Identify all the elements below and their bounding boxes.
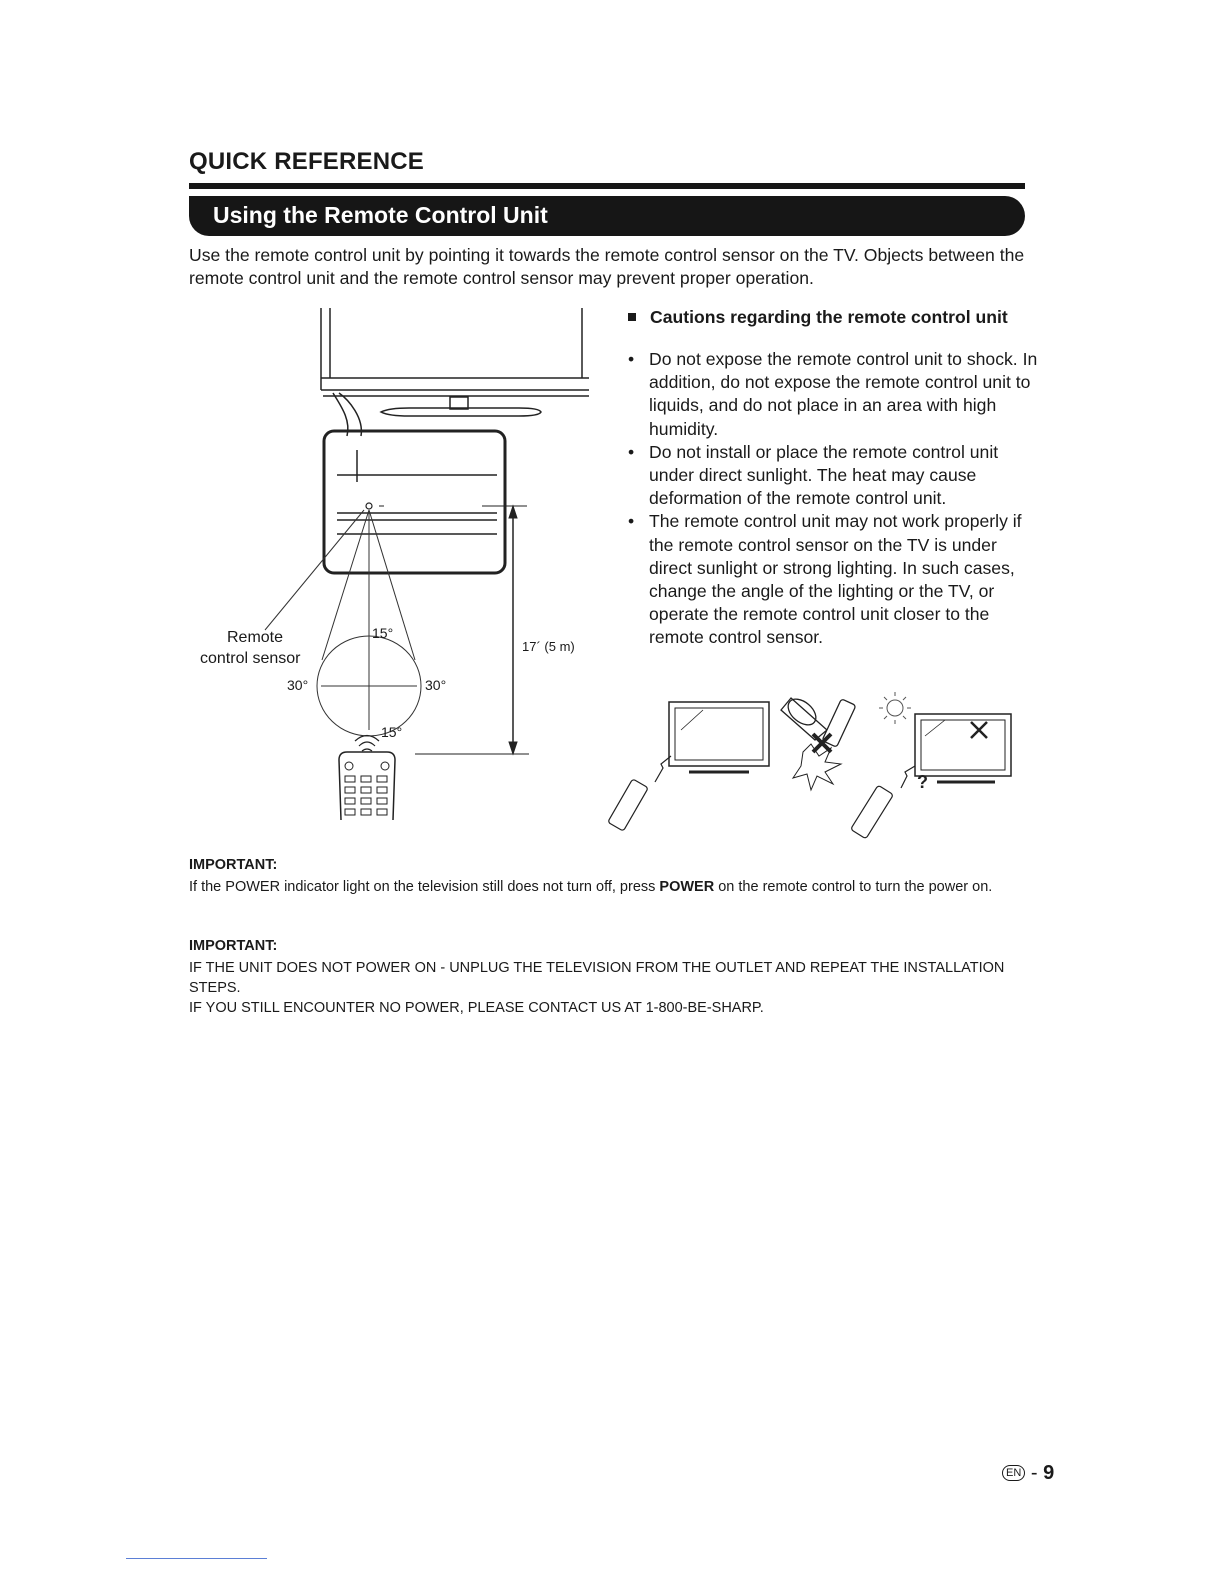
sun-icon <box>879 692 911 724</box>
liquid-icon <box>781 694 856 790</box>
tv-icon <box>915 714 1011 782</box>
important-note-power <box>189 877 1029 897</box>
note-text: on the remote control to turn the power on. <box>714 879 993 895</box>
square-bullet-icon <box>628 313 636 321</box>
sensor-label-line2: control sensor <box>200 650 301 667</box>
note-line: IF YOU STILL ENCOUNTER NO POWER, PLEASE CONTACT US AT 1-800-BE-SHARP. <box>189 1000 764 1016</box>
list-item: • The remote control unit may not work properly if the remote control sensor on the TV is under direct sunlight or strong lighting. In such cases, change the angle of the lighting or the TV, or operate the remote control unit closer to the remote control sensor. <box>628 510 1038 649</box>
range-arrow <box>415 506 529 754</box>
tv-outline <box>321 308 589 436</box>
remote-icon <box>608 756 671 831</box>
sensor-cone <box>265 510 421 736</box>
important-note-unplug <box>189 958 1029 1018</box>
caution-list <box>628 348 1038 650</box>
caution-heading <box>628 307 1028 327</box>
caution-illustrations <box>605 690 1025 850</box>
page-number-value: 9 <box>1043 1462 1055 1484</box>
section-title: QUICK REFERENCE <box>189 148 425 175</box>
important-label: IMPORTANT: <box>189 857 278 873</box>
zoom-box <box>324 431 505 573</box>
remote-range-diagram <box>189 300 589 830</box>
list-item: • Do not install or place the remote control unit under direct sunlight. The heat may cause deformation of the remote control unit. <box>628 441 1038 511</box>
language-badge: EN <box>1002 1465 1025 1481</box>
intro-paragraph: Use the remote control unit by pointing it towards the remote control sensor on the TV. Objects between the remote control unit and the remote control sensor may prevent proper operation. <box>189 245 1025 288</box>
page-separator: - <box>1025 1462 1044 1484</box>
note-line: IF THE UNIT DOES NOT POWER ON - UNPLUG THE TELEVISION FROM THE OUTLET AND REPEAT THE INSTALLATION STEPS. <box>189 960 1005 996</box>
remote-control <box>339 736 395 821</box>
remote-icon <box>851 766 928 839</box>
power-keyword: POWER <box>659 879 715 895</box>
note-text: If the POWER indicator light on the television still does not turn off, press <box>189 879 660 895</box>
angle-left-label: 30° <box>287 677 309 693</box>
angle-bottom-label: 15° <box>381 724 403 740</box>
caution-heading-text: Cautions regarding the remote control unit <box>650 307 1008 327</box>
important-label: IMPORTANT: <box>189 938 278 954</box>
sensor-label-line1: Remote <box>227 629 284 646</box>
title-rule <box>189 183 1025 189</box>
heading-bar <box>189 196 1025 236</box>
heading-text: Using the Remote Control Unit <box>213 202 548 228</box>
footer-link-underline <box>126 1558 267 1559</box>
page-number <box>1002 1462 1054 1485</box>
distance-label: 17´ (5 m) <box>522 639 575 654</box>
angle-right-label: 30° <box>425 677 447 693</box>
angle-top-label: 15° <box>372 625 394 641</box>
svg-text:?: ? <box>917 772 928 792</box>
list-item: • Do not expose the remote control unit to shock. In addition, do not expose the remote control unit to liquids, and do not place in an area with high humidity. <box>628 348 1038 441</box>
tv-icon <box>669 702 769 772</box>
